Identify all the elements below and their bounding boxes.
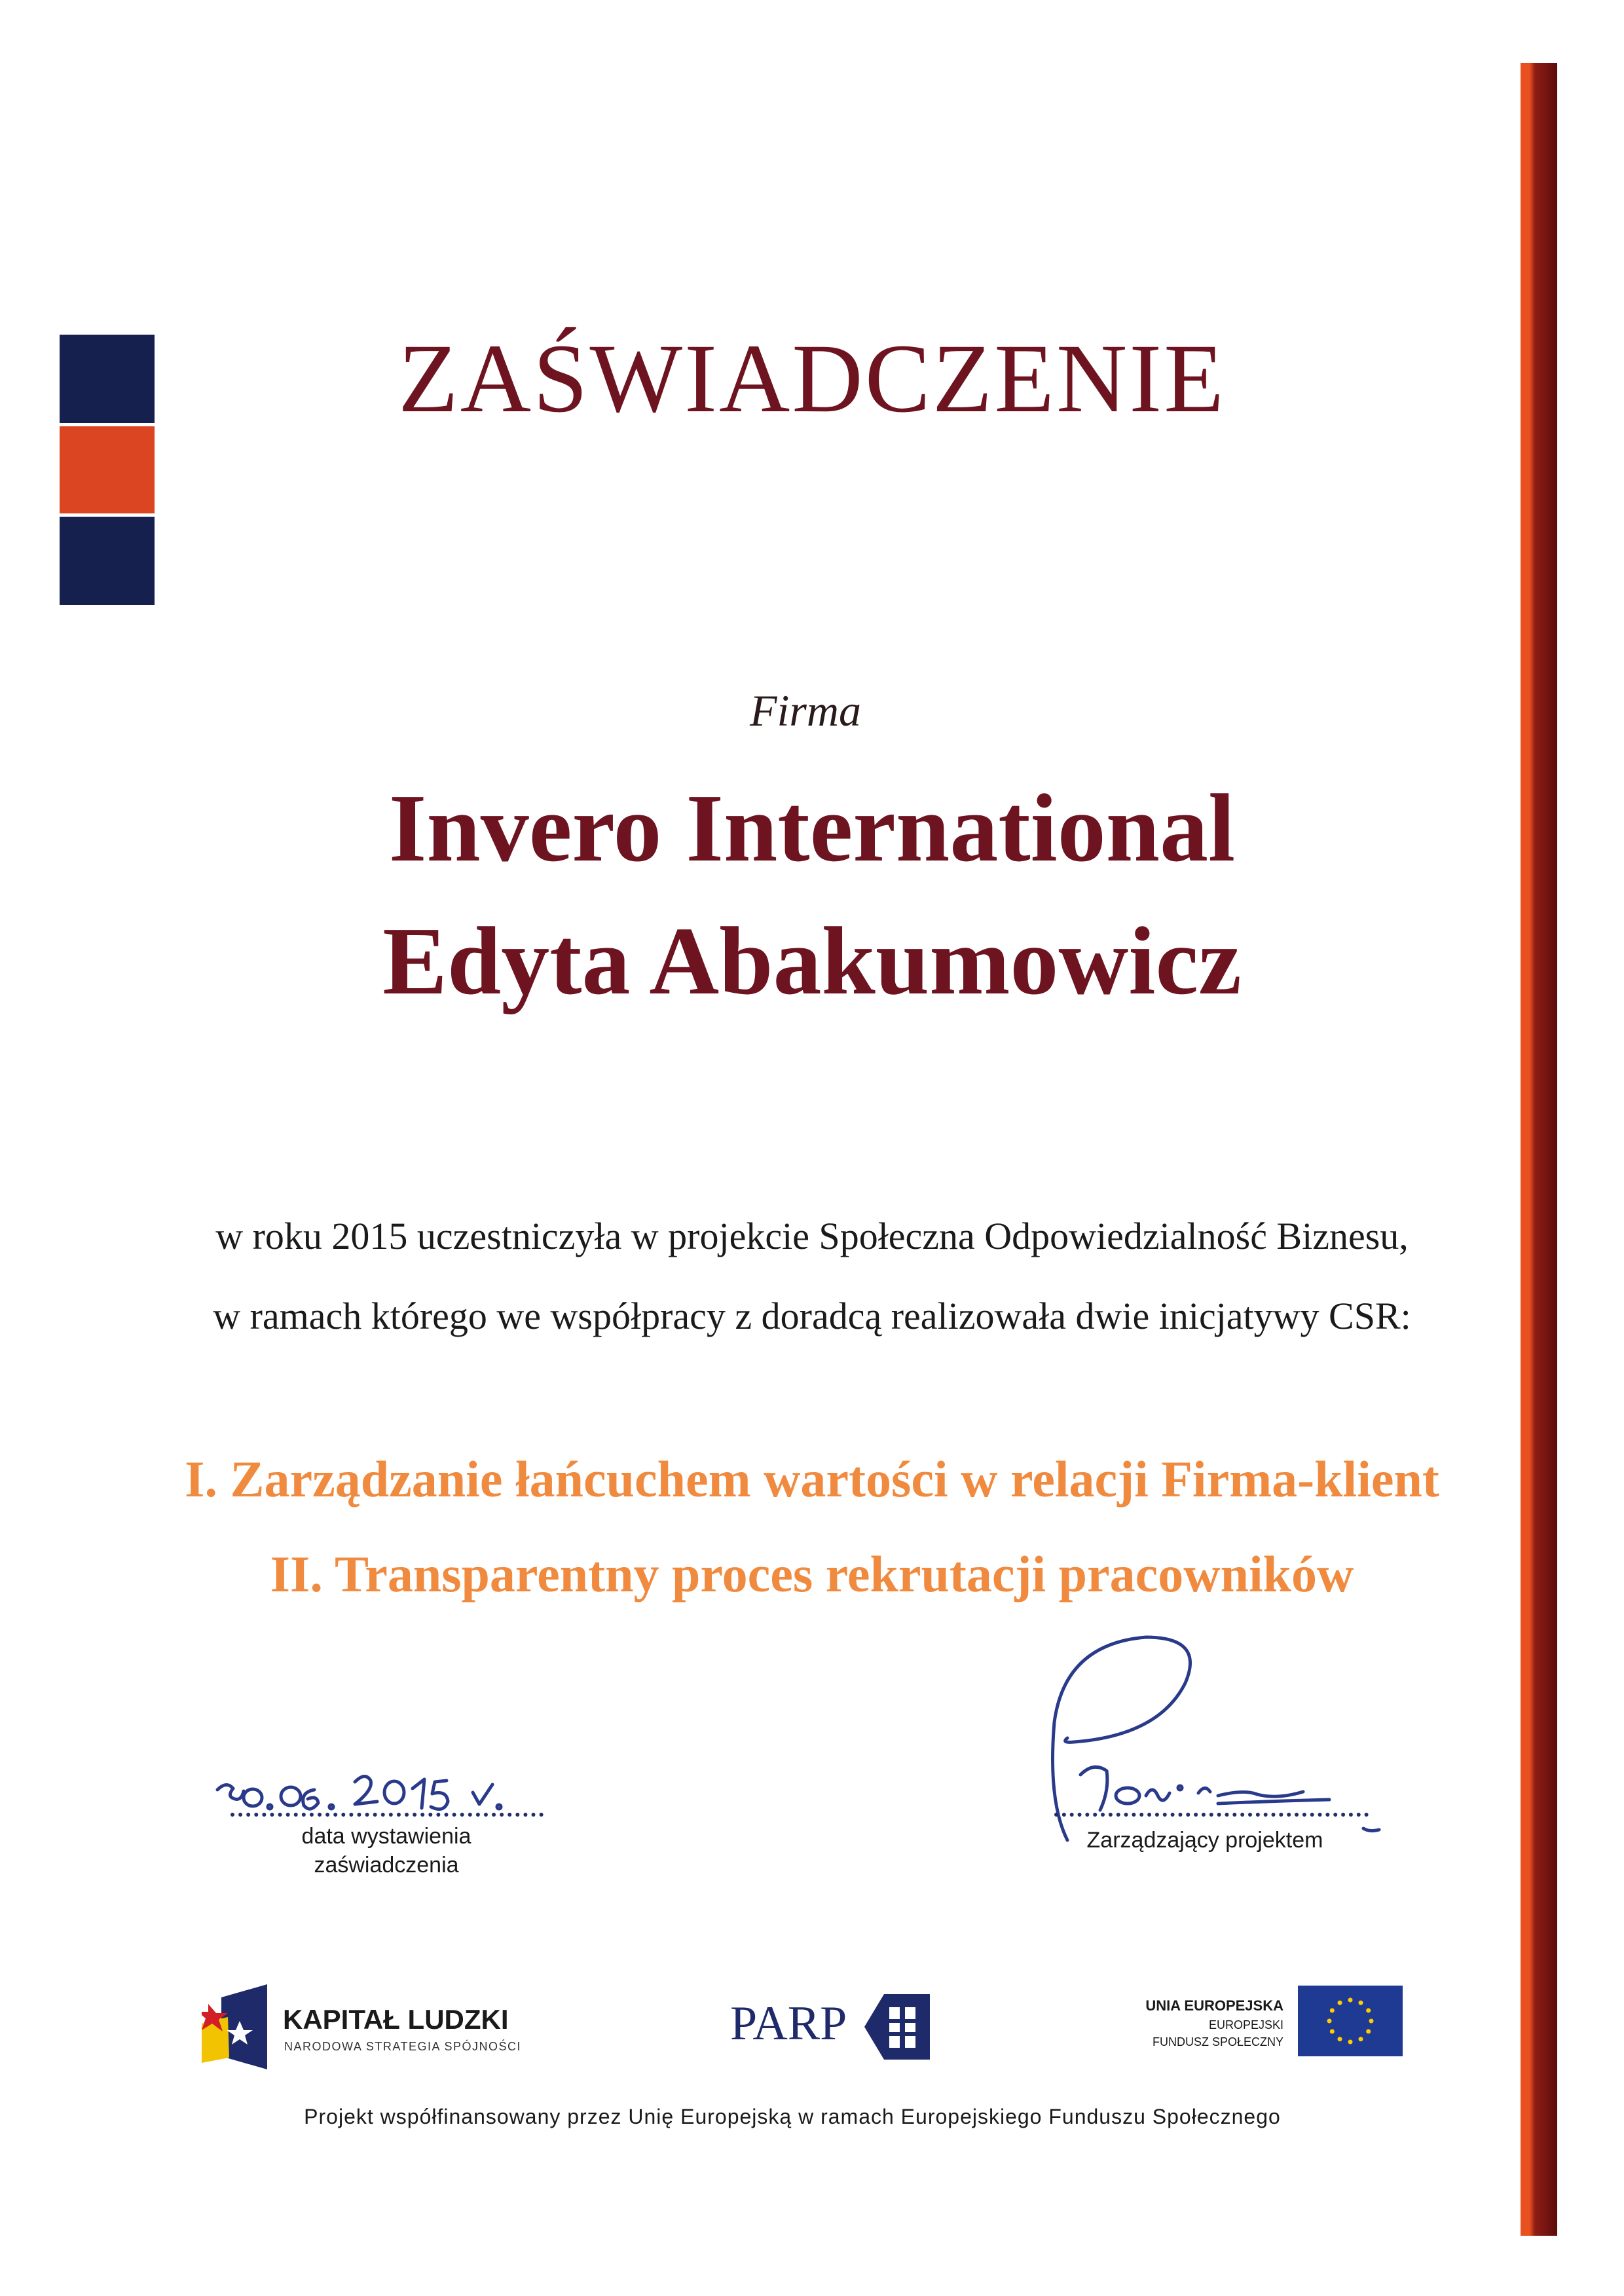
company-name: Invero International xyxy=(388,775,1236,882)
date-caption-line-2: zaświadczenia xyxy=(314,1853,459,1878)
firma-label: Firma xyxy=(750,686,861,735)
eu-title: UNIA EUROPEJSKA xyxy=(1145,1997,1283,2014)
body-text-line-1: w roku 2015 uczestniczyła w projekcie Społeczna Odpowiedzialność Biznesu, xyxy=(215,1215,1409,1257)
cofinancing-footer: Projekt współfinansowany przez Unię Europejską w ramach Europejskiego Funduszu Społecznego xyxy=(304,2105,1281,2128)
date-dotted-line xyxy=(231,1813,544,1817)
eu-star xyxy=(1348,2040,1353,2045)
eu-star xyxy=(1330,2009,1335,2013)
eu-star xyxy=(1338,2037,1342,2041)
eu-star xyxy=(1366,2029,1371,2034)
kapital-ludzki-subtitle: NARODOWA STRATEGIA SPÓJNOŚCI xyxy=(284,2040,522,2053)
eu-star xyxy=(1359,2037,1363,2041)
initiative-1: I. Zarządzanie łańcuchem wartości w relacji Firma-klient xyxy=(185,1451,1439,1508)
date-caption xyxy=(249,1822,524,1879)
eu-flag-icon xyxy=(1298,1986,1403,2056)
eu-star xyxy=(1359,2001,1363,2005)
kapital-ludzki-title: KAPITAŁ LUDZKI xyxy=(283,2004,509,2035)
eu-star xyxy=(1366,2009,1371,2013)
kapital-ludzki-logo-icon xyxy=(202,1984,267,2069)
body-text-line-2: w ramach którego we współpracy z doradcą realizowała dwie inicjatywy CSR: xyxy=(213,1295,1411,1337)
company-owner-name: Edyta Abakumowicz xyxy=(382,908,1242,1015)
parp-logo-icon xyxy=(864,1994,930,2060)
initiative-2: II. Transparentny proces rekrutacji pracowników xyxy=(270,1546,1354,1602)
manager-dotted-line xyxy=(1054,1813,1369,1817)
manager-caption: Zarządzający projektem xyxy=(1086,1828,1323,1853)
eu-star xyxy=(1348,1998,1353,2003)
date-caption-line-1: data wystawienia xyxy=(301,1824,471,1849)
eu-star xyxy=(1338,2001,1342,2005)
handwritten-date xyxy=(210,1757,550,1829)
navy-block-bottom xyxy=(60,517,155,605)
eu-subtitle-2: FUNDUSZ SPOŁECZNY xyxy=(1152,2035,1283,2048)
eu-star xyxy=(1327,2019,1332,2024)
parp-logo-text: PARP xyxy=(730,1997,847,2050)
eu-subtitle-1: EUROPEJSKI xyxy=(1208,2018,1283,2031)
eu-star xyxy=(1369,2019,1374,2024)
certificate-title: ZAŚWIADCZENIE xyxy=(398,324,1226,433)
orange-block-middle xyxy=(60,426,155,513)
eu-star xyxy=(1330,2029,1335,2034)
